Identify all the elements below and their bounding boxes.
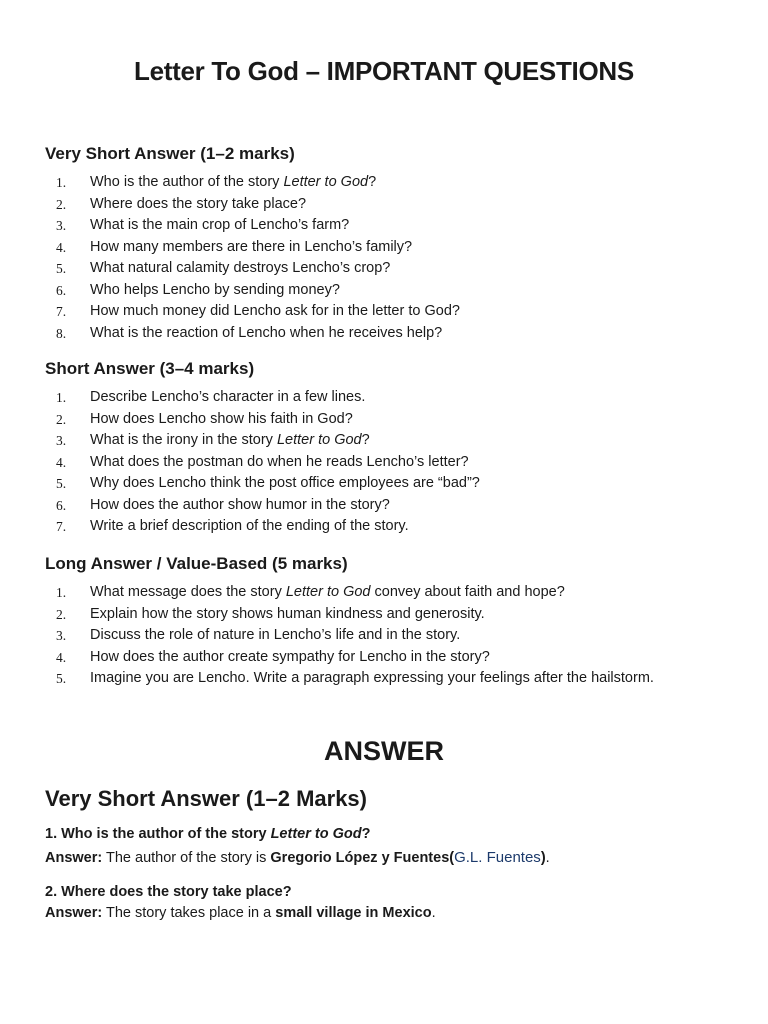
section-heading-short: Short Answer (3–4 marks) [45,359,255,378]
answer-heading: ANSWER [324,736,444,766]
section-heading-very-short: Very Short Answer (1–2 marks) [45,144,295,163]
answer-label: Answer: [45,905,103,921]
answer-text-1: Answer: The author of the story is Gregorio López y Fuentes(G.L. Fuentes). [45,849,550,866]
answer-text-2: Answer: The story takes place in a small village in Mexico. [45,905,436,921]
page-title: Letter To God – IMPORTANT QUESTIONS [134,56,634,86]
answer-question-1: 1. Who is the author of the story Letter to God? [45,826,371,842]
answer-section-heading: Very Short Answer (1–2 Marks) [45,786,367,811]
document-page: Letter To God – IMPORTANT QUESTIONS Very Short Answer (1–2 marks) 1. Who is the author of the story Letter to God? 2. Where does the story take place? 3. What is the main crop of Lencho’s farm? 4. How many members are there in Lencho’s family? 5. What natural calamity destroys Lencho’s crop? 6. Who helps Lencho by sending money? 7. How much money did Lencho ask for in the letter to God? 8. What is the reaction of Lencho when he receives help? Short Answer (3–4 marks) 1. Describe Lencho’s character in a few lines. 2. How does Lencho show his faith in God? 3. What is the irony in the story Letter to God? 4. What does the postman do when he reads Lencho’s letter? 5. Why does Lencho think the post office employees are “bad”? 6. How does the author show humor in the story? 7. Write a brief description of the ending of the story. Long Answer / Value-Based (5 marks) 1. What message does the story Letter to God convey about faith and hope? 2. Explain how the story shows human kindness and generosity. 3. Discuss the role of nature in Lencho’s life and in the story. 4. How does the author create sympathy for Lencho in the story? 5. Imagine you are Lencho. Write a paragraph expressing your feelings after the hailstorm. ANSWER Very Short Answer (1–2 Marks) 1. Who is the author of the story Letter to God? Answer: The author of the story is Gregorio López y Fuentes(G.L. Fuentes). 2. Where does the story take place? Answer: The story takes place in a small village in Mexico. [0,0,768,1024]
answer-label: Answer: [45,850,103,866]
section-heading-long: Long Answer / Value-Based (5 marks) [45,554,348,573]
answer-question-2: 2. Where does the story take place? [45,884,292,900]
